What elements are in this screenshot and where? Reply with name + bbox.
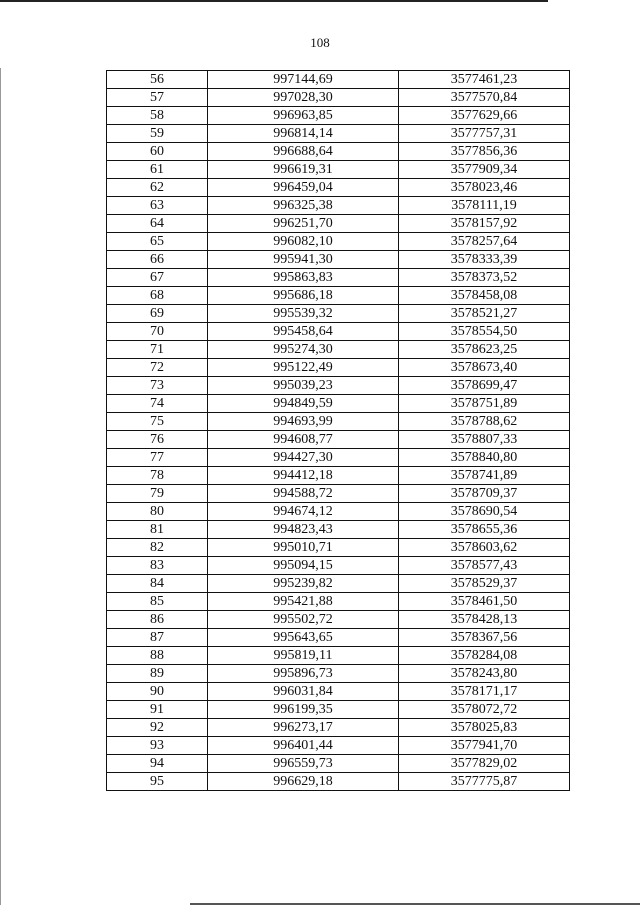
x-coordinate-cell: 995010,71 [208,539,399,557]
point-number-cell: 69 [107,305,208,323]
table-row [107,377,570,395]
table-row [107,323,570,341]
x-coordinate-cell: 995502,72 [208,611,399,629]
x-coordinate-cell: 995643,65 [208,629,399,647]
point-number-cell: 66 [107,251,208,269]
x-coordinate-cell: 996629,18 [208,773,399,791]
point-number-cell: 68 [107,287,208,305]
point-number-cell: 93 [107,737,208,755]
point-number-cell: 87 [107,629,208,647]
point-number-cell: 90 [107,683,208,701]
x-coordinate-cell: 996688,64 [208,143,399,161]
y-coordinate-cell: 3578428,13 [399,611,570,629]
point-number-cell: 56 [107,71,208,89]
x-coordinate-cell: 995458,64 [208,323,399,341]
table-row [107,755,570,773]
table-row [107,593,570,611]
table-row [107,683,570,701]
y-coordinate-cell: 3578157,92 [399,215,570,233]
point-number-cell: 80 [107,503,208,521]
y-coordinate-cell: 3578111,19 [399,197,570,215]
table-row [107,719,570,737]
table-row [107,431,570,449]
point-number-cell: 78 [107,467,208,485]
y-coordinate-cell: 3578333,39 [399,251,570,269]
point-number-cell: 84 [107,575,208,593]
y-coordinate-cell: 3577461,23 [399,71,570,89]
y-coordinate-cell: 3578807,33 [399,431,570,449]
y-coordinate-cell: 3578461,50 [399,593,570,611]
x-coordinate-cell: 996251,70 [208,215,399,233]
point-number-cell: 83 [107,557,208,575]
y-coordinate-cell: 3578751,89 [399,395,570,413]
x-coordinate-cell: 995819,11 [208,647,399,665]
point-number-cell: 63 [107,197,208,215]
x-coordinate-cell: 996559,73 [208,755,399,773]
table-row [107,449,570,467]
y-coordinate-cell: 3578521,27 [399,305,570,323]
y-coordinate-cell: 3578373,52 [399,269,570,287]
point-number-cell: 76 [107,431,208,449]
x-coordinate-cell: 995122,49 [208,359,399,377]
x-coordinate-cell: 996031,84 [208,683,399,701]
table-row [107,251,570,269]
point-number-cell: 85 [107,593,208,611]
point-number-cell: 64 [107,215,208,233]
x-coordinate-cell: 996963,85 [208,107,399,125]
table-row [107,413,570,431]
x-coordinate-cell: 997028,30 [208,89,399,107]
point-number-cell: 57 [107,89,208,107]
table-row [107,773,570,791]
x-coordinate-cell: 996619,31 [208,161,399,179]
x-coordinate-cell: 995896,73 [208,665,399,683]
table-row [107,89,570,107]
x-coordinate-cell: 995421,88 [208,593,399,611]
y-coordinate-cell: 3577775,87 [399,773,570,791]
coordinates-table [106,70,570,791]
table-row [107,611,570,629]
y-coordinate-cell: 3577856,36 [399,143,570,161]
x-coordinate-cell: 995094,15 [208,557,399,575]
y-coordinate-cell: 3578673,40 [399,359,570,377]
table-row [107,503,570,521]
y-coordinate-cell: 3578243,80 [399,665,570,683]
point-number-cell: 91 [107,701,208,719]
table-row [107,287,570,305]
y-coordinate-cell: 3578072,72 [399,701,570,719]
table-row [107,233,570,251]
x-coordinate-cell: 994412,18 [208,467,399,485]
table-row [107,179,570,197]
page-number: 108 [310,35,330,50]
point-number-cell: 95 [107,773,208,791]
point-number-cell: 75 [107,413,208,431]
y-coordinate-cell: 3578367,56 [399,629,570,647]
point-number-cell: 77 [107,449,208,467]
x-coordinate-cell: 996459,04 [208,179,399,197]
y-coordinate-cell: 3577757,31 [399,125,570,143]
table-row [107,143,570,161]
x-coordinate-cell: 995274,30 [208,341,399,359]
point-number-cell: 88 [107,647,208,665]
y-coordinate-cell: 3578284,08 [399,647,570,665]
point-number-cell: 61 [107,161,208,179]
x-coordinate-cell: 995039,23 [208,377,399,395]
y-coordinate-cell: 3578577,43 [399,557,570,575]
point-number-cell: 59 [107,125,208,143]
y-coordinate-cell: 3578603,62 [399,539,570,557]
scan-edge-top [0,0,548,2]
table-row [107,557,570,575]
table-row [107,107,570,125]
table-row [107,71,570,89]
y-coordinate-cell: 3577570,84 [399,89,570,107]
y-coordinate-cell: 3577629,66 [399,107,570,125]
x-coordinate-cell: 996325,38 [208,197,399,215]
y-coordinate-cell: 3578529,37 [399,575,570,593]
point-number-cell: 71 [107,341,208,359]
y-coordinate-cell: 3577909,34 [399,161,570,179]
table-row [107,521,570,539]
y-coordinate-cell: 3578655,36 [399,521,570,539]
point-number-cell: 89 [107,665,208,683]
x-coordinate-cell: 995941,30 [208,251,399,269]
x-coordinate-cell: 994674,12 [208,503,399,521]
x-coordinate-cell: 995686,18 [208,287,399,305]
point-number-cell: 79 [107,485,208,503]
y-coordinate-cell: 3578623,25 [399,341,570,359]
y-coordinate-cell: 3578171,17 [399,683,570,701]
table-row [107,737,570,755]
y-coordinate-cell: 3578458,08 [399,287,570,305]
y-coordinate-cell: 3578690,54 [399,503,570,521]
table-row [107,539,570,557]
y-coordinate-cell: 3578741,89 [399,467,570,485]
table-row [107,269,570,287]
table-row [107,665,570,683]
point-number-cell: 72 [107,359,208,377]
table-row [107,215,570,233]
y-coordinate-cell: 3578840,80 [399,449,570,467]
y-coordinate-cell: 3578788,62 [399,413,570,431]
x-coordinate-cell: 994608,77 [208,431,399,449]
point-number-cell: 62 [107,179,208,197]
x-coordinate-cell: 996401,44 [208,737,399,755]
table-row [107,467,570,485]
x-coordinate-cell: 996082,10 [208,233,399,251]
coordinates-table-body [107,71,570,791]
table-row [107,575,570,593]
point-number-cell: 67 [107,269,208,287]
table-row [107,125,570,143]
x-coordinate-cell: 996814,14 [208,125,399,143]
table-row [107,197,570,215]
y-coordinate-cell: 3578023,46 [399,179,570,197]
y-coordinate-cell: 3578699,47 [399,377,570,395]
table-row [107,485,570,503]
y-coordinate-cell: 3578554,50 [399,323,570,341]
point-number-cell: 81 [107,521,208,539]
point-number-cell: 74 [107,395,208,413]
x-coordinate-cell: 994588,72 [208,485,399,503]
x-coordinate-cell: 994693,99 [208,413,399,431]
point-number-cell: 70 [107,323,208,341]
table-row [107,305,570,323]
x-coordinate-cell: 995539,32 [208,305,399,323]
point-number-cell: 86 [107,611,208,629]
y-coordinate-cell: 3578709,37 [399,485,570,503]
point-number-cell: 60 [107,143,208,161]
y-coordinate-cell: 3577941,70 [399,737,570,755]
point-number-cell: 65 [107,233,208,251]
x-coordinate-cell: 994849,59 [208,395,399,413]
point-number-cell: 94 [107,755,208,773]
scan-edge-left [0,68,1,905]
x-coordinate-cell: 995863,83 [208,269,399,287]
table-row [107,701,570,719]
x-coordinate-cell: 995239,82 [208,575,399,593]
x-coordinate-cell: 996273,17 [208,719,399,737]
y-coordinate-cell: 3578025,83 [399,719,570,737]
point-number-cell: 92 [107,719,208,737]
x-coordinate-cell: 997144,69 [208,71,399,89]
point-number-cell: 58 [107,107,208,125]
table-row [107,359,570,377]
x-coordinate-cell: 994427,30 [208,449,399,467]
table-row [107,161,570,179]
table-row [107,629,570,647]
point-number-cell: 73 [107,377,208,395]
table-row [107,395,570,413]
y-coordinate-cell: 3577829,02 [399,755,570,773]
point-number-cell: 82 [107,539,208,557]
y-coordinate-cell: 3578257,64 [399,233,570,251]
table-row [107,341,570,359]
table-row [107,647,570,665]
x-coordinate-cell: 996199,35 [208,701,399,719]
x-coordinate-cell: 994823,43 [208,521,399,539]
